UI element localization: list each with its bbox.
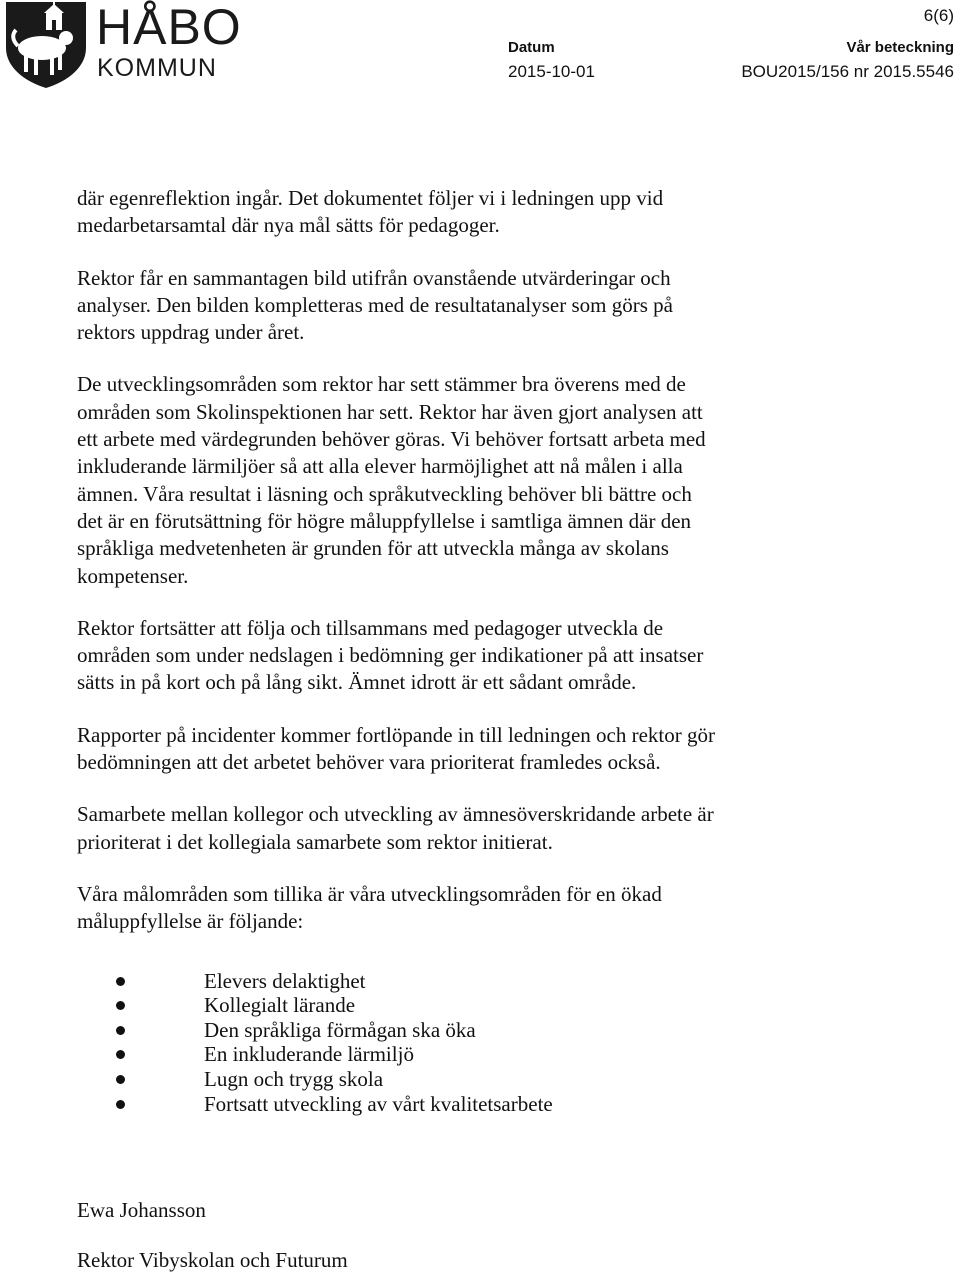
list-item xyxy=(77,1067,797,1092)
list-item-label: En inkluderande lärmiljö xyxy=(204,1042,414,1067)
bullet-icon xyxy=(116,1100,125,1109)
document-body xyxy=(77,185,797,1116)
paragraph: Våra målområden som tillika är våra utvecklingsområden för en ökad måluppfyllelse är följande: xyxy=(77,881,662,934)
paragraph: Samarbete mellan kollegor och utveckling av ämnesöverskridande arbete är prioriterat i det kollegiala samarbete som rektor initierat. xyxy=(77,802,714,854)
bullet-icon xyxy=(116,1050,125,1059)
list-item-label: Lugn och trygg skola xyxy=(204,1066,384,1091)
logo-name: HÅBO xyxy=(96,0,242,55)
paragraph: Rektor får en sammantagen bild utifrån ovanstående utvärderingar och analyser. Den bilden kompletteras med de resultatanalyser som görs på rektors uppdrag under året. xyxy=(77,265,673,345)
list-item xyxy=(77,1092,797,1117)
logo-subtitle: KOMMUN xyxy=(97,54,217,82)
bullet-icon xyxy=(116,1075,125,1084)
date-value: 2015-10-01 xyxy=(508,62,595,81)
paragraph: De utvecklingsområden som rektor har sett stämmer bra överens med de områden som Skolinspektionen har sett. Rektor har även gjort analysen att ett arbete med värdegrunden behöver göras. Vi behöver fortsatt arbeta med inkluderande lärmiljöer så att alla elever harmöjlighet att nå målen i alla ämnen. Våra resultat i läsning och språkutveckling behöver bli bättre och det är en förutsättning för högre måluppfyllelse i samtliga ämnen där den språkliga medvetenheten är grunden för att utveckla många av skolans kompetenser. xyxy=(77,372,706,588)
list-item-label: Kollegialt lärande xyxy=(204,993,356,1018)
bullet-icon xyxy=(116,977,125,986)
list-item xyxy=(77,969,797,994)
list-item xyxy=(77,993,797,1018)
list-item-label: Den språkliga förmågan ska öka xyxy=(204,1017,476,1042)
list-item-label: Elevers delaktighet xyxy=(204,968,366,993)
paragraph: Rektor fortsätter att följa och tillsammans med pedagoger utveckla de områden som under nedslagen i bedömning ger indikationer på att insatser sätts in på kort och på lång sikt. Ämnet idrott är ett sådant område. xyxy=(77,615,704,695)
signature-title: Rektor Vibyskolan och Futurum xyxy=(77,1248,348,1272)
bullet-icon xyxy=(116,1001,125,1010)
date-label: Datum xyxy=(508,39,555,56)
signature-name: Ewa Johansson xyxy=(77,1198,206,1222)
list-item-label: Fortsatt utveckling av vårt kvalitetsarbete xyxy=(204,1091,553,1116)
paragraph: där egenreflektion ingår. Det dokumentet följer vi i ledningen upp vid medarbetarsamtal där nya mål sätts för pedagoger. xyxy=(77,186,664,238)
habo-kommun-logo xyxy=(0,0,240,90)
reference-value: BOU2015/156 nr 2015.5546 xyxy=(741,62,954,81)
paragraph: Rapporter på incidenter kommer fortlöpande in till ledningen och rektor gör bedömningen att det arbetet behöver vara prioriterat framledes också. xyxy=(77,722,715,775)
focus-area-list xyxy=(77,969,797,1117)
list-item xyxy=(77,1042,797,1067)
reference-label: Vår beteckning xyxy=(846,39,954,56)
list-item xyxy=(77,1018,797,1043)
page-number: 6(6) xyxy=(923,6,954,25)
coat-of-arms-icon xyxy=(2,0,92,90)
bullet-icon xyxy=(116,1026,125,1035)
